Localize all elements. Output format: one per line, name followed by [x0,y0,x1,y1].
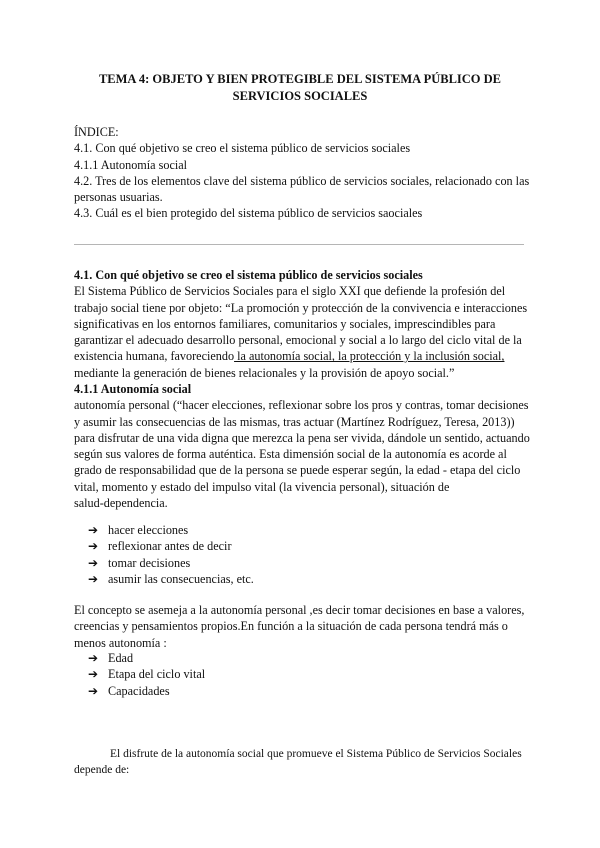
list-item-text: Capacidades [108,683,170,698]
paragraph-line: El Sistema Público de Servicios Sociales para el siglo XXI que defiende la profesión del [74,284,506,299]
arrow-right-icon: ➔ [88,651,99,665]
closing-paragraph [74,746,532,778]
index-item: 4.3. Cuál es el bien protegido del sistema público de servicios saociales [74,206,423,221]
paragraph-text: El disfrute de la autonomía social que promueve el Sistema Público de Servicios Sociales [110,748,522,760]
paragraph-line: menos autonomía : [74,635,167,650]
title-line-2: SERVICIOS SOCIALES [232,89,368,103]
paragraph-line: grado de responsabilidad que de la persona se puede esperar según, la edad - etapa del ciclo [74,463,521,478]
list-item-text: hacer elecciones [108,523,189,537]
section-heading: 4.1. Con qué objetivo se creo el sistema público de servicios sociales [74,268,423,282]
list-item [88,650,205,666]
underlined-text: la autonomía social, la protección y la inclusión social, [234,349,505,364]
arrow-right-icon: ➔ [88,683,99,698]
index-item: personas usuarias. [74,190,163,205]
list-item [88,666,205,682]
paragraph-line: vital, momento y estado del impulso vital (la vivencia personal), situación de [74,479,450,494]
list-item [88,683,205,699]
paragraph-line [74,746,532,762]
index-heading: ÍNDICE: [74,125,119,139]
list-item [88,538,254,554]
arrow-right-icon: ➔ [88,667,99,682]
arrow-right-icon: ➔ [88,523,99,537]
section-4-1 [74,267,532,381]
paragraph-line: garantizar el adecuado desarrollo personal, emocional y social a lo largo del ciclo vital de la [74,333,522,348]
list-item [88,555,254,571]
list-item [88,522,254,538]
paragraph-line: y asumir las consecuencias de las mismas, tras actuar (Martínez Rodríguez, Teresa, 2013)) [74,414,515,429]
section-4-1-1 [74,381,532,511]
list-item-text: tomar decisiones [108,555,191,570]
horizontal-divider [74,244,524,245]
paragraph-line: para disfrutar de una vida digna que merezca la pena ser vivida, dándole un sentido, actuando [74,430,530,445]
list-item-text: Etapa del ciclo vital [108,667,206,682]
paragraph-line [74,348,532,364]
list-item-text: asumir las consecuencias, etc. [108,571,254,586]
paragraph-line: mediante la generación de bienes relacionales y la provisión de apoyo social.” [74,365,455,380]
paragraph-2 [74,602,532,651]
paragraph-line: El concepto se asemeja a la autonomía personal ,es decir tomar decisiones en base a valores, [74,603,525,617]
paragraph-line: significativas en los entornos familiares, comunitarios y sociales, imprescindibles para [74,316,496,331]
paragraph-text: existencia humana, favoreciendo [74,349,235,364]
paragraph-line: creencias y pensamientos propios.En función a la situación de cada persona tendrá más o [74,619,508,634]
arrow-right-icon: ➔ [88,555,99,570]
arrow-right-icon: ➔ [88,571,99,586]
paragraph-line: salud-dependencia. [74,496,168,511]
section-heading: 4.1.1 Autonomía social [74,382,192,396]
index-item: 4.1.1 Autonomía social [74,157,188,172]
list-item-text: Edad [108,651,134,665]
arrow-right-icon: ➔ [88,539,99,554]
index-item: 4.1. Con qué objetivo se creo el sistema público de servicios sociales [74,141,411,156]
bullet-list-2 [88,650,205,699]
paragraph-line: según sus valores de forma auténtica. Esta dimensión social de la autonomía es acorde al [74,447,507,462]
index-section [74,124,532,222]
paragraph-line: trabajo social tiene por objeto: “La promoción y protección de la convivencia e interacciones [74,300,528,315]
title-line-1: TEMA 4: OBJETO Y BIEN PROTEGIBLE DEL SISTEMA PÚBLICO DE [98,72,502,86]
paragraph-line: depende de: [74,764,130,776]
paragraph-line: autonomía personal (“hacer elecciones, reflexionar sobre los pros y contras, tomar decisiones [74,398,529,413]
bullet-list [88,522,254,587]
index-item: 4.2. Tres de los elementos clave del sistema público de servicios sociales, relacionado con las [74,173,530,188]
list-item-text: reflexionar antes de decir [108,539,232,554]
document-title [80,71,520,105]
list-item [88,571,254,587]
